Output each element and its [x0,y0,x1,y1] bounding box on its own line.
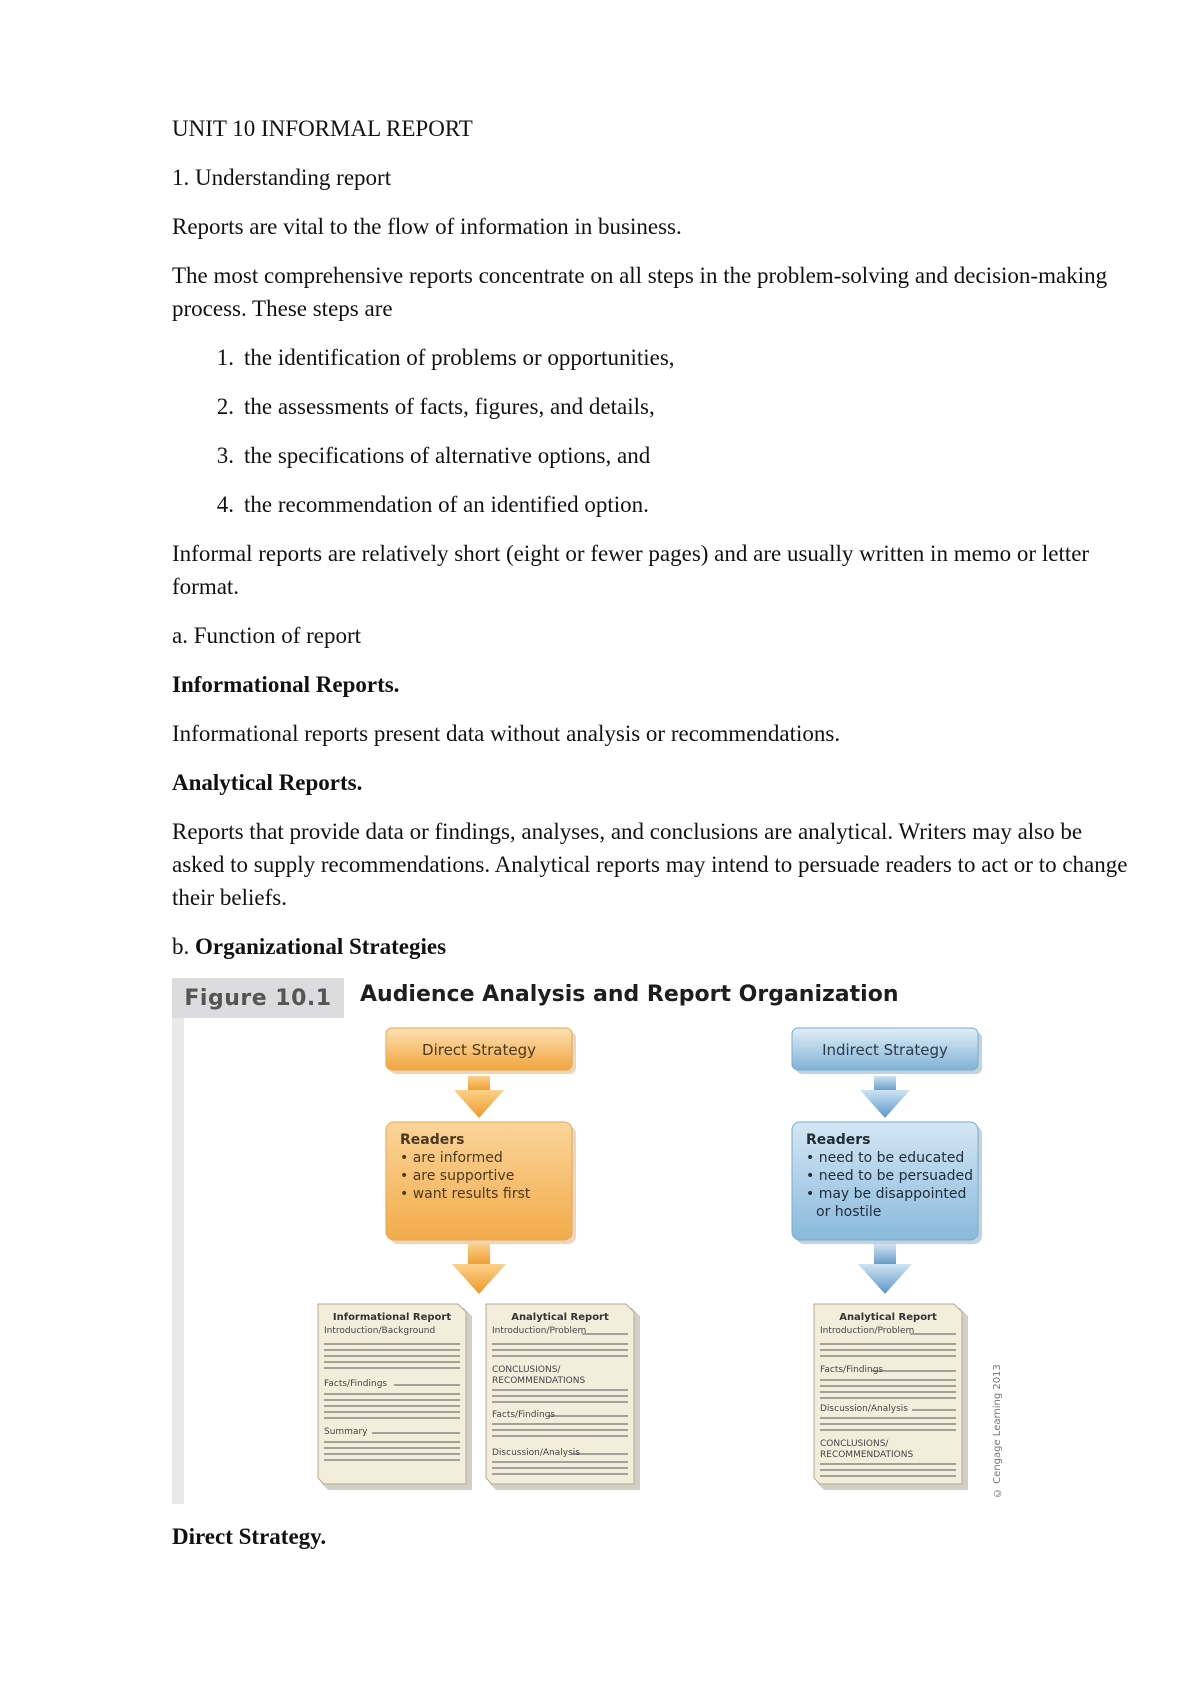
svg-text:• want results first: • want results first [400,1186,531,1202]
svg-text:CONCLUSIONS/: CONCLUSIONS/ [820,1439,889,1449]
list-item: 2. the assessments of facts, figures, and details, [216,394,655,419]
direct-readers-box [386,1122,576,1244]
svg-text:Introduction/Problem: Introduction/Problem [492,1326,587,1336]
svg-text:• are supportive: • are supportive [400,1168,515,1184]
section-heading-understanding: 1. Understanding report [172,165,392,190]
figure-audience-analysis [172,978,1132,1504]
arrow-down-icon [454,1076,504,1118]
direct-strategy-label: Direct Strategy [422,1041,536,1059]
svg-text:Analytical Report: Analytical Report [511,1312,609,1323]
svg-text:• may be disappointed: • may be disappointed [806,1186,967,1202]
subheading-function: a. Function of report [172,623,362,648]
list-item: 3. the specifications of alternative options, and [216,443,651,468]
paragraph: Reports are vital to the flow of information in business. [172,214,682,239]
paragraph: Informal reports are relatively short (eight or fewer pages) and are usually written in memo or letter format. [172,541,1090,599]
svg-text:• are informed: • are informed [400,1150,503,1166]
svg-text:Informational Report: Informational Report [332,1312,452,1323]
svg-text:Facts/Findings: Facts/Findings [820,1365,884,1375]
heading-direct-strategy: Direct Strategy. [172,1524,327,1549]
svg-text:Introduction/Background: Introduction/Background [324,1326,436,1336]
subheading-organizational-strategies: b. Organizational Strategies [172,934,447,959]
svg-text:RECOMMENDATIONS: RECOMMENDATIONS [820,1450,914,1460]
indirect-readers-box [792,1122,982,1244]
document-body [172,112,1132,979]
arrow-down-icon [860,1076,910,1118]
svg-text:• need to be educated: • need to be educated [806,1150,965,1166]
svg-text:RECOMMENDATIONS: RECOMMENDATIONS [492,1376,586,1386]
figure-title: Audience Analysis and Report Organization [360,982,899,1007]
document-body-continued [172,1520,1132,1569]
svg-text:Discussion/Analysis: Discussion/Analysis [492,1448,580,1458]
list-item: 4. the recommendation of an identified option. [216,492,649,517]
paragraph: Reports that provide data or findings, analyses, and conclusions are analytical. Writers may also be asked to supply recommendations. Analytical reports may intend to persuade readers to act or to change their beliefs. [172,819,1128,910]
svg-text:or hostile: or hostile [816,1204,882,1220]
list-item: 1. the identification of problems or opportunities, [216,345,675,370]
heading-informational-reports: Informational Reports. [172,672,400,697]
strategy-diagram [172,978,1132,1504]
document-title: UNIT 10 INFORMAL REPORT [172,116,473,141]
steps-list [172,341,1132,521]
arrow-down-icon [858,1244,912,1294]
svg-text:Facts/Findings: Facts/Findings [492,1410,556,1420]
svg-text:Introduction/Problem: Introduction/Problem [820,1326,915,1336]
heading-analytical-reports: Analytical Reports. [172,770,363,795]
indirect-strategy-label: Indirect Strategy [822,1041,948,1059]
svg-text:• need to be persuaded: • need to be persuaded [806,1168,973,1184]
arrow-down-icon [452,1244,506,1294]
paragraph: The most comprehensive reports concentrate on all steps in the problem-solving and decision-making process. These steps are [172,263,1108,321]
svg-text:Discussion/Analysis: Discussion/Analysis [820,1404,908,1414]
indirect-strategy-header [792,1028,982,1074]
svg-text:CONCLUSIONS/: CONCLUSIONS/ [492,1365,561,1375]
svg-text:Facts/Findings: Facts/Findings [324,1379,388,1389]
figure-label: Figure 10.1 [172,978,344,1018]
svg-text:Readers: Readers [400,1132,465,1148]
svg-text:Summary: Summary [324,1427,368,1437]
informational-report-doc [318,1304,472,1490]
svg-text:Analytical Report: Analytical Report [839,1312,937,1323]
direct-strategy-header [386,1028,576,1074]
analytical-report-doc-indirect [814,1304,968,1490]
paragraph: Informational reports present data without analysis or recommendations. [172,721,841,746]
figure-credit: © Cengage Learning 2013 [992,1364,1003,1498]
analytical-report-doc-direct [486,1304,640,1490]
svg-text:Readers: Readers [806,1132,871,1148]
